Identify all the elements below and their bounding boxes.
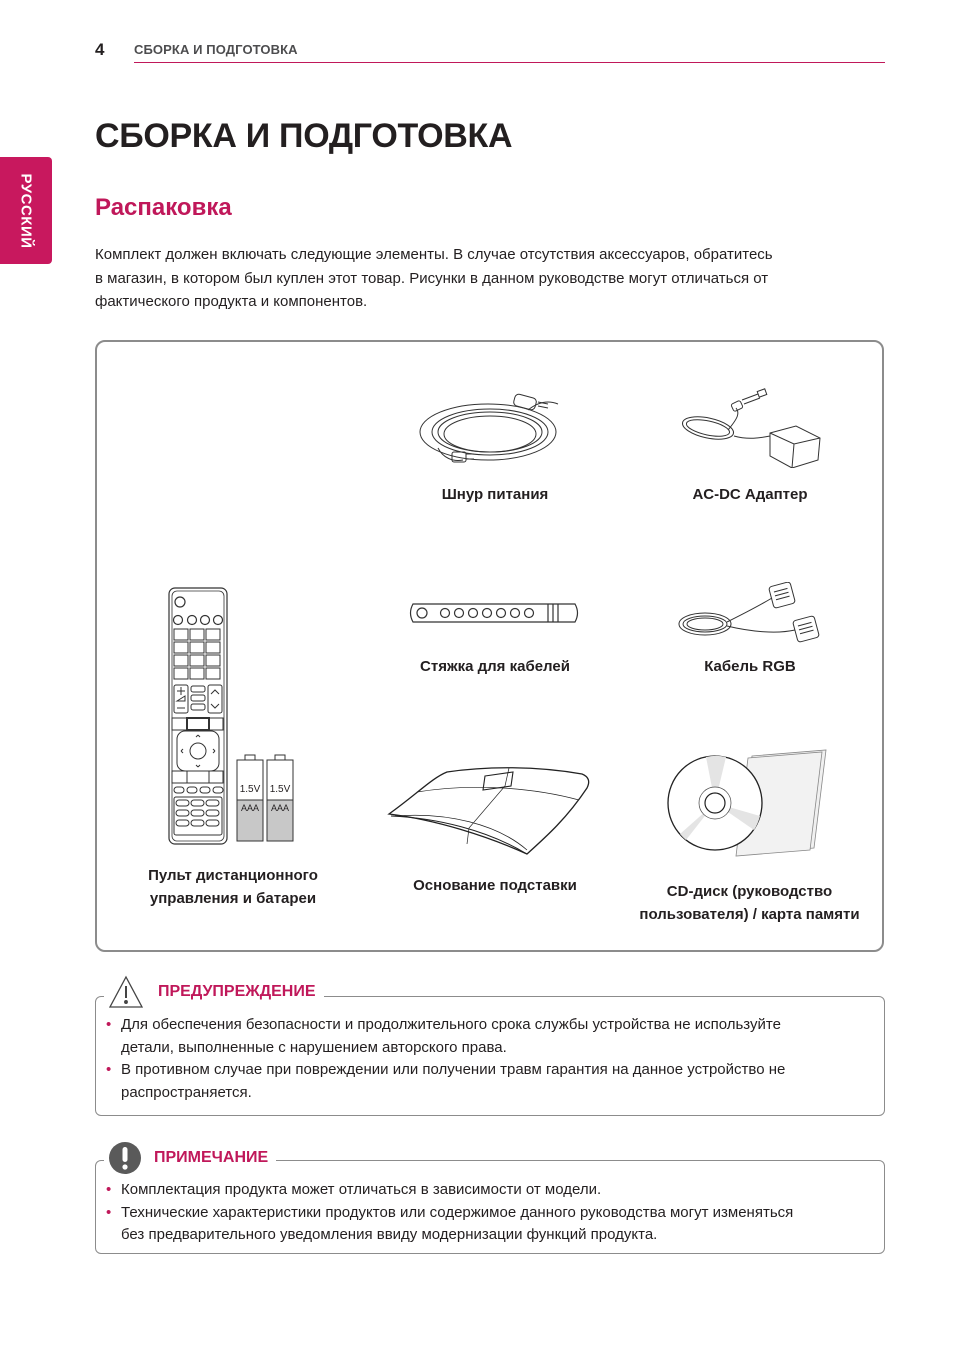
battery-voltage: 1.5V bbox=[269, 784, 291, 795]
remote-control-icon bbox=[168, 587, 228, 845]
cable-tie-icon bbox=[407, 602, 582, 624]
item-label-ac-dc-adapter: AC-DC Адаптер bbox=[692, 486, 808, 503]
intro-line: Комплект должен включать следующие элементы. В случае отсутствия аксессуаров, обратитесь bbox=[95, 246, 773, 263]
note-title: ПРИМЕЧАНИЕ bbox=[144, 1149, 276, 1167]
item-label-rgb-cable: Кабель RGB bbox=[704, 658, 796, 675]
cd-disc-icon bbox=[666, 748, 831, 858]
battery-icon bbox=[236, 754, 264, 842]
intro-line: в магазин, в котором был куплен этот товар. Рисунки в данном руководстве могут отличаться от bbox=[95, 269, 769, 287]
battery-type: AAA bbox=[240, 803, 259, 813]
intro-line: фактического продукта и компонентов. bbox=[95, 293, 368, 310]
item-label-stand-base: Основание подставки bbox=[413, 877, 577, 894]
note-header bbox=[104, 1141, 276, 1175]
item-label-cd-disc: CD-диск (руководство пользователя) / карта памяти bbox=[639, 883, 860, 923]
language-tab bbox=[0, 157, 52, 264]
battery-voltage: 1.5V bbox=[239, 784, 261, 795]
battery-type: AAA bbox=[270, 803, 289, 813]
warning-list bbox=[96, 1014, 876, 1104]
warning-triangle-icon bbox=[104, 975, 148, 1009]
chapter-title: СБОРКА И ПОДГОТОВКА bbox=[95, 117, 513, 155]
note-item: • Комплектация продукта может отличаться в зависимости от модели. bbox=[96, 1179, 876, 1202]
header-divider bbox=[134, 62, 885, 63]
item-label-remote-control: Пульт дистанционного управления и батареи bbox=[148, 867, 318, 907]
power-cord-icon bbox=[418, 390, 573, 465]
battery-icon bbox=[266, 754, 294, 842]
exclamation-circle-icon bbox=[104, 1141, 144, 1175]
warning-item: • В противном случае при повреждении или получении травм гарантия на данное устройство не распространяется. bbox=[96, 1059, 876, 1104]
ac-dc-adapter-icon bbox=[678, 388, 823, 468]
warning-box bbox=[95, 983, 885, 1116]
note-item: • Технические характеристики продуктов или содержимое данного руководства могут изменяться без предварительного уведомления ввиду модернизации функций продукта. bbox=[96, 1202, 876, 1247]
page-number: 4 bbox=[95, 40, 105, 59]
stand-base-icon bbox=[387, 758, 599, 858]
note-list bbox=[96, 1179, 876, 1247]
item-label-power-cord: Шнур питания bbox=[441, 486, 549, 503]
language-tab-label: РУССКИЙ bbox=[17, 172, 35, 249]
note-box bbox=[95, 1149, 885, 1254]
warning-item: • Для обеспечения безопасности и продолжительного срока службы устройства не используйте детали, выполненные с нарушением авторского права. bbox=[96, 1014, 876, 1059]
running-header-title: СБОРКА И ПОДГОТОВКА bbox=[134, 42, 298, 57]
warning-header bbox=[104, 975, 874, 1009]
intro-paragraph bbox=[95, 243, 875, 314]
rgb-cable-icon bbox=[677, 582, 827, 652]
section-title: Распаковка bbox=[95, 194, 232, 221]
warning-title: ПРЕДУПРЕЖДЕНИЕ bbox=[148, 983, 324, 1001]
item-label-cable-tie: Стяжка для кабелей bbox=[420, 658, 570, 675]
